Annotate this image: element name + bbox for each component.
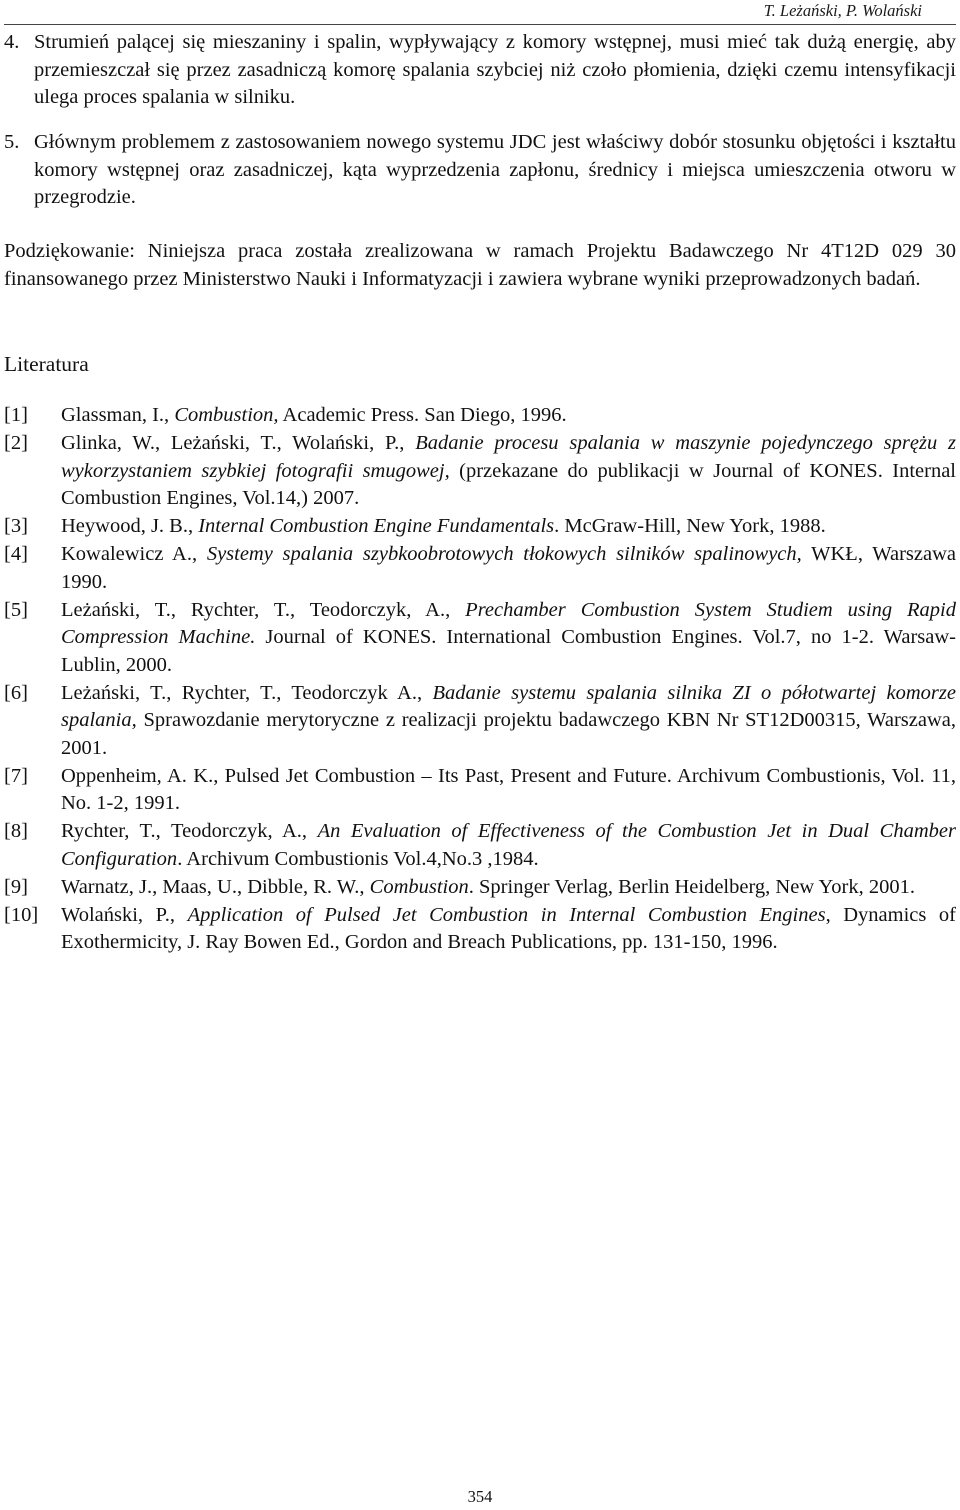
reference-number: [10] bbox=[4, 903, 39, 926]
reference-item bbox=[4, 430, 956, 513]
reference-number: [1] bbox=[4, 404, 28, 426]
reference-title: Systemy spalania szybkoobrotowych tłokowych silników spalinowych, bbox=[206, 543, 802, 565]
reference-details: Sprawozdanie merytoryczne z realizacji projektu badawczego KBN Nr ST12D00315, Warszawa, 2001. bbox=[61, 709, 956, 759]
reference-details: , Dynamics of Exothermicity, J. Ray Bowen Ed., Gordon and Breach Publications, pp. 131-150, 1996. bbox=[61, 903, 957, 953]
reference-item bbox=[4, 763, 956, 818]
conclusion-item-4 bbox=[4, 29, 956, 112]
reference-details: . McGraw-Hill, New York, 1988. bbox=[554, 515, 826, 537]
conclusion-text: Głównym problemem z zastosowaniem nowego systemu JDC jest właściwy dobór stosunku objętości i kształtu komory wstępnej oraz zasadniczej, kąta wyprzedzenia zapłonu, średnicy i miejsca umieszczenia otworu w przegrodzie. bbox=[34, 131, 956, 208]
acknowledgement: Podziękowanie: Niniejsza praca została zrealizowana w ramach Projektu Badawczego Nr 4T12D 029 30 finansowanego przez Ministerstwo Nauki i Informatyzacji i zawiera wybrane wyniki przeprowadzonych badań. bbox=[4, 240, 956, 290]
reference-authors: Kowalewicz A., bbox=[61, 543, 207, 565]
reference-details: . Springer Verlag, Berlin Heidelberg, New York, 2001. bbox=[468, 875, 915, 898]
reference-authors: Leżański, T., Rychter, T., Teodorczyk A., bbox=[61, 681, 433, 704]
page-number: 354 bbox=[467, 1487, 493, 1506]
reference-authors: Oppenheim, A. K., Pulsed Jet Combustion – Its Past, Present and Future. Archivum Combustionis, Vol. 11, No. 1-2, 1991. bbox=[61, 764, 956, 814]
reference-number: [8] bbox=[4, 820, 28, 842]
reference-details: WKŁ, Warszawa 1990. bbox=[61, 543, 956, 593]
reference-title: An Evaluation of Effectiveness of the Combustion Jet in Dual Chamber Configuration bbox=[61, 820, 956, 870]
reference-number: [6] bbox=[4, 681, 28, 704]
reference-item bbox=[4, 402, 956, 430]
reference-title: Prechamber Combustion System Studiem using Rapid Compression Machine. bbox=[61, 598, 956, 648]
reference-details: . Archivum Combustionis Vol.4,No.3 ,1984. bbox=[177, 847, 539, 870]
reference-item bbox=[4, 680, 956, 763]
reference-authors: Glassman, I., bbox=[61, 404, 175, 426]
reference-authors: Glinka, W., Leżański, T., Wolański, P., bbox=[61, 432, 416, 454]
conclusion-number: 5. bbox=[4, 131, 20, 153]
reference-number: [4] bbox=[4, 543, 28, 565]
reference-title: Internal Combustion Engine Fundamentals bbox=[198, 515, 555, 537]
reference-authors: Rychter, T., Teodorczyk, A., bbox=[61, 820, 318, 842]
reference-number: [2] bbox=[4, 432, 28, 454]
reference-details: Academic Press. San Diego, 1996. bbox=[278, 404, 567, 426]
reference-list bbox=[4, 402, 956, 957]
conclusion-number: 4. bbox=[4, 31, 20, 53]
conclusion-item-5 bbox=[4, 129, 956, 212]
reference-item bbox=[4, 874, 956, 902]
conclusion-text: Strumień palącej się mieszaniny i spalin, wypływający z komory wstępnej, musi mieć tak dużą energię, aby przemieszczał się przez zasadniczą komorę spalania szybciej niż czoło płomienia, dzięki czemu intensyfikacji ulega proces spalania w silniku. bbox=[34, 31, 956, 108]
reference-item bbox=[4, 818, 956, 873]
reference-item bbox=[4, 597, 956, 680]
reference-authors: Wolański, P., bbox=[61, 903, 188, 926]
reference-authors: Leżański, T., Rychter, T., Teodorczyk, A., bbox=[61, 598, 466, 621]
reference-number: [5] bbox=[4, 598, 28, 621]
running-header: T. Leżański, P. Wolański bbox=[763, 1, 922, 20]
reference-item bbox=[4, 902, 956, 957]
reference-details: Journal of KONES. International Combustion Engines. Vol.7, no 1-2. Warsaw-Lublin, 2000. bbox=[61, 626, 956, 676]
reference-authors: Warnatz, J., Maas, U., Dibble, R. W., bbox=[61, 875, 370, 898]
reference-number: [7] bbox=[4, 764, 28, 787]
reference-title: Application of Pulsed Jet Combustion in Internal Combustion Engines bbox=[187, 903, 826, 926]
reference-item bbox=[4, 513, 956, 541]
reference-title: Combustion bbox=[369, 875, 469, 898]
reference-number: [3] bbox=[4, 515, 28, 537]
reference-title: Badanie procesu spalania w maszynie pojedynczego sprężu z wykorzystaniem szybkiej fotografii smugowej, bbox=[61, 432, 957, 482]
references-heading: Literatura bbox=[4, 352, 89, 376]
reference-title: Badanie systemu spalania silnika ZI o półotwartej komorze spalania, bbox=[61, 681, 956, 731]
reference-details: (przekazane do publikacji w Journal of KONES. Internal Combustion Engines, Vol.14,) 2007. bbox=[61, 459, 956, 509]
reference-authors: Heywood, J. B., bbox=[61, 515, 199, 537]
header-rule bbox=[4, 24, 956, 25]
reference-title: Combustion, bbox=[174, 404, 279, 426]
reference-item bbox=[4, 541, 956, 596]
reference-number: [9] bbox=[4, 875, 28, 898]
